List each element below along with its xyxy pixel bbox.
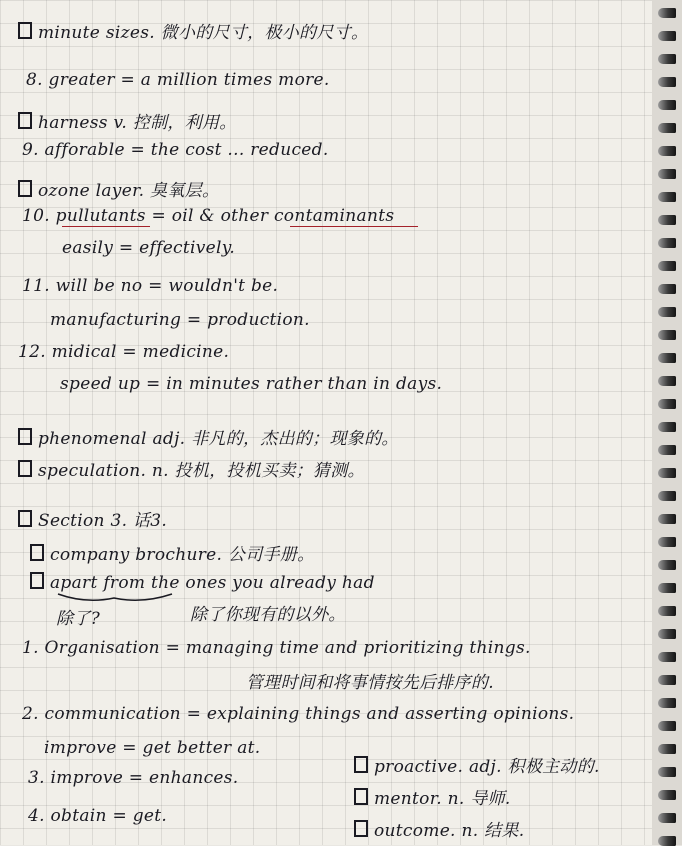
spiral-ring [658,629,676,639]
note-line: speed up = in minutes rather than in days. [60,374,443,394]
spiral-ring [658,169,676,179]
checkbox-icon [30,544,44,561]
note-line: 9. afforable = the cost ... reduced. [22,140,329,160]
spiral-ring [658,77,676,87]
red-underline [62,226,150,227]
spiral-ring [658,813,676,823]
checkbox-icon [354,820,368,837]
spiral-ring [658,422,676,432]
checkbox-icon [18,22,32,39]
spiral-ring [658,767,676,777]
spiral-ring [658,54,676,64]
note-line: harness v. 控制，利用。 [18,108,237,133]
checkbox-icon [18,180,32,197]
note-line: 8. greater = a million times more. [26,70,330,90]
spiral-ring [658,790,676,800]
note-line: 管理时间和将事情按先后排序的. [246,673,494,693]
spiral-ring [658,399,676,409]
note-line: 3. improve = enhances. [28,768,239,788]
note-line: 12. midical = medicine. [18,342,230,362]
note-line: minute sizes. 微小的尺寸，极小的尺寸。 [18,18,368,43]
spiral-ring [658,330,676,340]
note-line: proactive. adj. 积极主动的. [354,752,600,777]
spiral-ring [658,583,676,593]
spiral-ring [658,468,676,478]
note-line: 4. obtain = get. [28,806,168,826]
checkbox-checked-icon [354,788,368,805]
note-line: ozone layer. 臭氧层。 [18,176,219,201]
red-underline [290,226,418,227]
spiral-ring [658,123,676,133]
note-line: 1. Organisation = managing time and prioritizing things. [22,638,531,658]
note-line: 2. communication = explaining things and asserting opinions. [22,704,575,724]
spiral-ring [658,192,676,202]
spiral-ring [658,675,676,685]
spiral-binding [652,0,682,845]
spiral-ring [658,146,676,156]
checkbox-icon [354,756,368,773]
spiral-ring [658,8,676,18]
checkbox-icon [18,460,32,477]
note-line: phenomenal adj. 非凡的，杰出的；现象的。 [18,424,399,449]
spiral-ring [658,284,676,294]
note-line: apart from the ones you already had [30,572,375,593]
spiral-ring [658,215,676,225]
spiral-ring [658,537,676,547]
note-line: improve = get better at. [44,738,261,758]
checkbox-icon [18,428,32,445]
spiral-ring [658,652,676,662]
note-line: Section 3. 话3. [18,506,167,531]
note-line: outcome. n. 结果. [354,816,524,841]
spiral-ring [658,491,676,501]
spiral-ring [658,698,676,708]
note-line: easily = effectively. [62,238,236,258]
note-line: 除了你现有的以外。 [190,605,346,625]
checkbox-icon [18,112,32,129]
spiral-ring [658,100,676,110]
spiral-ring [658,261,676,271]
spiral-ring [658,744,676,754]
note-line: company brochure. 公司手册。 [30,540,314,565]
note-line: 11. will be no = wouldn't be. [22,276,279,296]
note-line: 除了? [56,609,101,629]
note-line: speculation. n. 投机，投机买卖；猜测。 [18,456,365,481]
spiral-ring [658,606,676,616]
spiral-ring [658,31,676,41]
spiral-ring [658,514,676,524]
spiral-ring [658,353,676,363]
checkbox-icon [18,510,32,527]
note-line: 10. pullutants = oil & other contaminants [22,206,395,226]
spiral-ring [658,560,676,570]
checkbox-icon [30,572,44,589]
spiral-ring [658,721,676,731]
spiral-ring [658,376,676,386]
note-line: manufacturing = production. [50,310,310,330]
spiral-ring [658,445,676,455]
note-line: mentor. n. 导师. [354,784,511,809]
spiral-ring [658,238,676,248]
spiral-ring [658,307,676,317]
